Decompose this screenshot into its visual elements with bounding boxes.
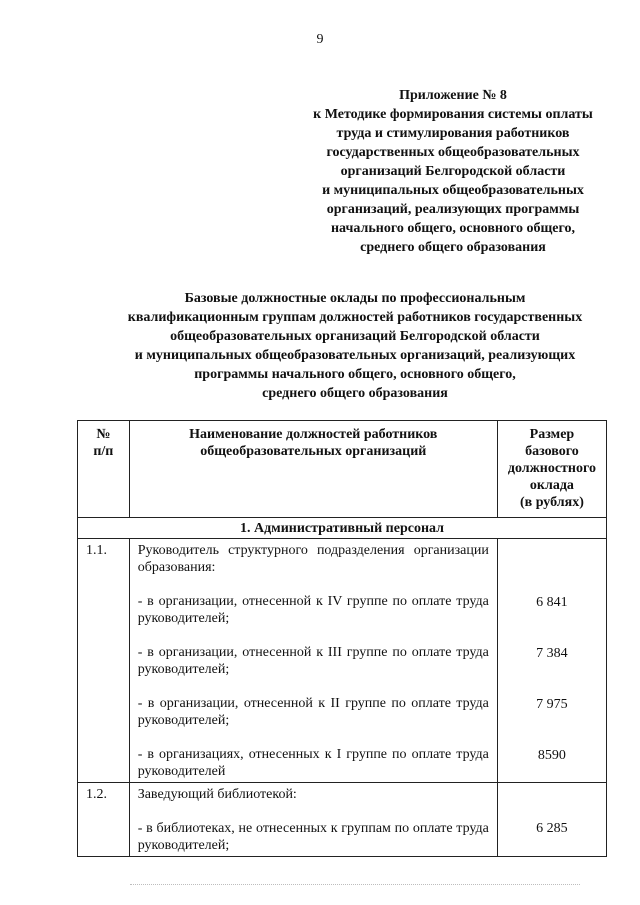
header-number-line: п/п xyxy=(93,444,114,459)
appendix-line: среднего общего образования xyxy=(360,240,546,255)
table-row xyxy=(78,783,607,857)
appendix-line: государственных общеобразовательных xyxy=(326,145,580,160)
title-line: квалификационным группам должностей работников государственных xyxy=(127,310,583,325)
appendix-header xyxy=(298,86,608,257)
header-position-name xyxy=(129,421,497,518)
table-row xyxy=(78,539,607,783)
salary-value: 6 285 xyxy=(536,821,568,836)
header-number-line: № xyxy=(96,427,111,442)
scan-artifact xyxy=(130,884,580,887)
appendix-line: организаций, реализующих программы xyxy=(326,202,580,217)
position-item: - в организации, отнесенной к III группе по оплате труда руководителей; xyxy=(137,645,489,677)
title-line: Базовые должностные оклады по профессиональным xyxy=(184,291,526,306)
position-item: - в организациях, отнесенных к I группе по оплате труда руководителей xyxy=(137,747,489,779)
section-row xyxy=(78,518,607,539)
header-salary-line: Размер xyxy=(529,427,575,442)
title-line: и муниципальных общеобразовательных организаций, реализующих xyxy=(134,348,576,363)
position-title: Заведующий библиотекой: xyxy=(137,787,297,802)
salary-table xyxy=(77,420,607,857)
salary-value: 8590 xyxy=(537,748,566,763)
row-description xyxy=(129,539,497,783)
header-salary-line: должностного xyxy=(507,461,596,476)
row-salary xyxy=(497,539,606,783)
header-name-line: Наименование должностей работников xyxy=(189,427,438,442)
header-salary xyxy=(497,421,606,518)
position-item: - в организации, отнесенной к IV группе по оплате труда руководителей; xyxy=(137,594,489,626)
header-number xyxy=(78,421,130,518)
page-number: 9 xyxy=(316,32,324,47)
title-line: общеобразовательных организаций Белгородской области xyxy=(170,329,540,344)
header-salary-line: базового xyxy=(525,444,579,459)
section-title: 1. Административный персонал xyxy=(78,518,607,539)
table-header-row xyxy=(78,421,607,518)
appendix-line: начального общего, основного общего, xyxy=(330,221,575,236)
header-salary-line: (в рублях) xyxy=(519,495,584,510)
row-salary xyxy=(497,783,606,857)
title-line: среднего общего образования xyxy=(262,386,448,401)
salary-value: 7 975 xyxy=(536,697,568,712)
appendix-line: труда и стимулирования работников xyxy=(336,126,570,141)
title-line: программы начального общего, основного общего, xyxy=(194,367,516,382)
appendix-line: и муниципальных общеобразовательных xyxy=(322,183,584,198)
row-number: 1.2. xyxy=(78,783,130,857)
position-title: Руководитель структурного подразделения организации образования: xyxy=(137,543,489,575)
header-name-line: общеобразовательных организаций xyxy=(200,444,427,459)
salary-value: 7 384 xyxy=(536,646,568,661)
row-description xyxy=(129,783,497,857)
appendix-line: к Методике формирования системы оплаты xyxy=(313,107,593,122)
appendix-line: организаций Белгородской области xyxy=(340,164,566,179)
position-item: - в организации, отнесенной к II группе по оплате труда руководителей; xyxy=(137,696,489,728)
row-number: 1.1. xyxy=(78,539,130,783)
salary-value: 6 841 xyxy=(536,595,568,610)
appendix-line: Приложение № 8 xyxy=(399,88,507,103)
document-title xyxy=(60,289,640,403)
header-salary-line: оклада xyxy=(529,478,574,493)
position-item: - в библиотеках, не отнесенных к группам по оплате труда руководителей; xyxy=(137,821,489,853)
